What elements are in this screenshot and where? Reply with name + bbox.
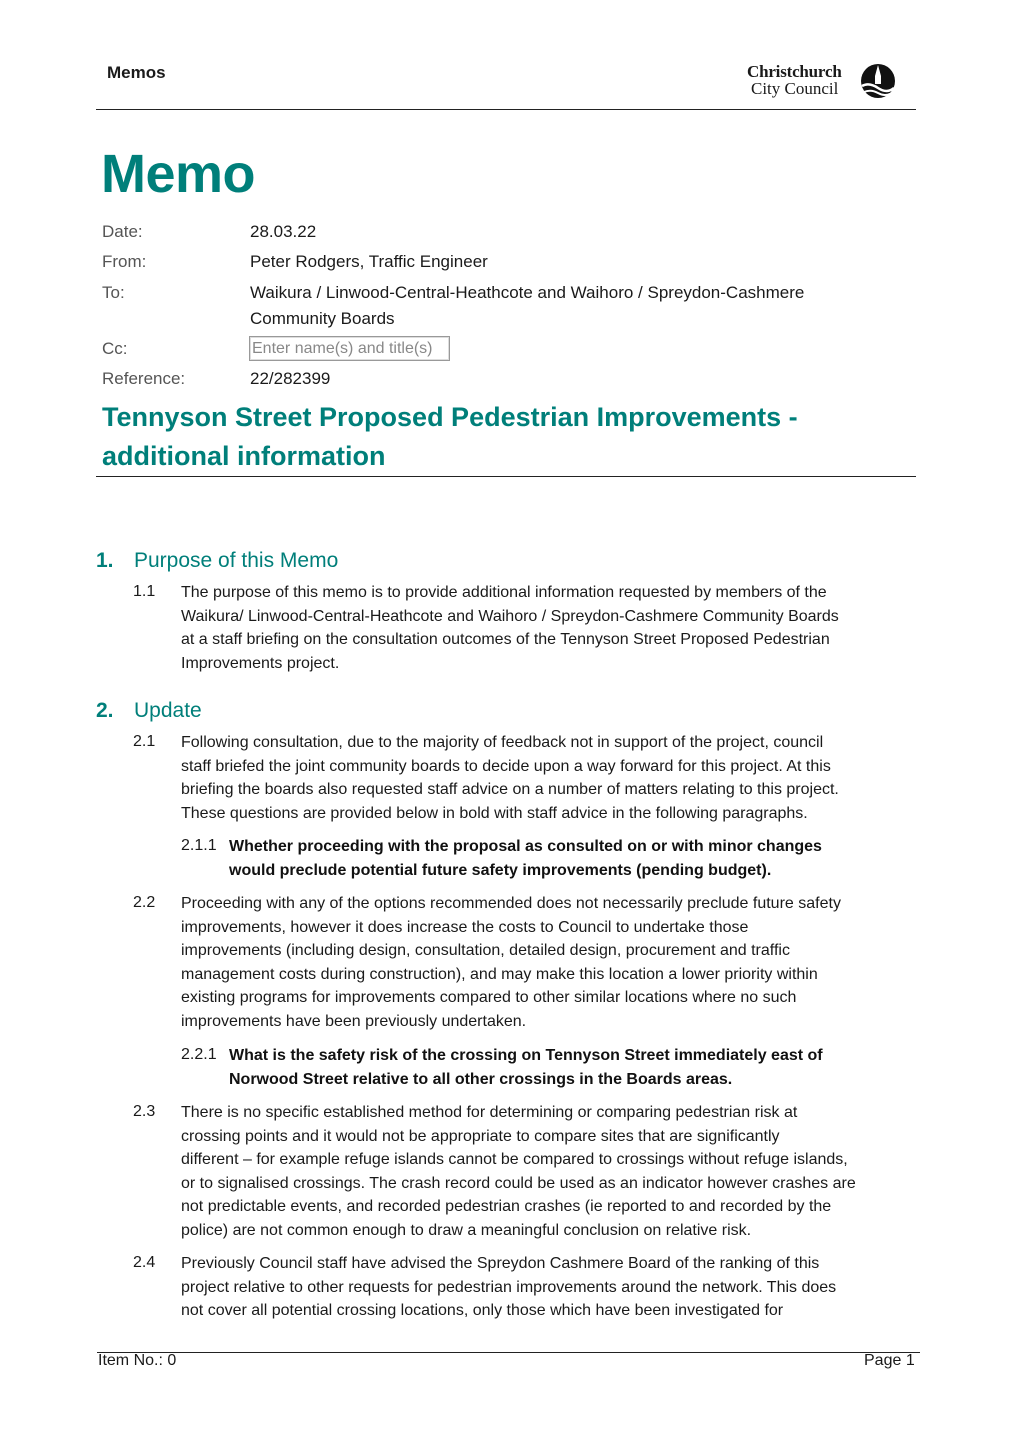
para-line: project relative to other requests for pedestrian improvements around the network. This does: [181, 1278, 837, 1296]
para-line: Proceeding with any of the options recommended does not necessarily preclude future safety: [181, 895, 841, 912]
from-label: From:: [102, 252, 147, 271]
para-line: staff briefed the joint community boards to decide upon a way forward for this project. At this: [181, 757, 831, 775]
document-title-line1: Tennyson Street Proposed Pedestrian Improvements -: [102, 402, 798, 432]
para-2-3: [181, 1101, 916, 1243]
para-line: There is no specific established method for determining or comparing pedestrian risk at: [181, 1104, 798, 1121]
reference-value: 22/282399: [250, 369, 331, 388]
question-2-1-1-number: 2.1.1: [181, 837, 217, 854]
para-line: or to signalised crossings. The crash record could be used as an indicator however crashes are: [181, 1174, 856, 1192]
footer-page-number: Page 1: [864, 1352, 915, 1369]
para-1-1-number: 1.1: [133, 583, 156, 600]
para-2-4-number: 2.4: [133, 1254, 156, 1271]
para-line: police) are not common enough to draw a meaningful conclusion on relative risk.: [181, 1221, 752, 1239]
para-line: These questions are provided below in bold with staff advice in the following paragraphs.: [181, 804, 808, 822]
para-line: Following consultation, due to the majority of feedback not in support of the project, council: [181, 734, 824, 751]
date-value: 28.03.22: [250, 222, 317, 241]
document-title: [102, 398, 902, 476]
para-2-1-number: 2.1: [133, 733, 156, 750]
question-2-2-1: [229, 1044, 889, 1091]
para-2-2: [181, 892, 916, 1034]
para-line: improvements (including design, consultation, detailed design, procurement and traffic: [181, 942, 790, 960]
para-2-1: [181, 731, 916, 825]
council-logo: [745, 62, 900, 102]
section-1-number: 1.: [96, 549, 114, 572]
question-line: Whether proceeding with the proposal as consulted on or with minor changes: [229, 838, 822, 855]
question-2-1-1: [229, 835, 889, 882]
para-line: different – for example refuge islands cannot be compared to crossings without refuge islands,: [181, 1151, 848, 1169]
para-2-2-number: 2.2: [133, 894, 156, 911]
para-line: not predictable events, and recorded pedestrian crashes (ie reported to and recorded by the: [181, 1198, 832, 1216]
memo-title: Memo: [101, 144, 256, 204]
cathedral-logo-icon: [859, 62, 897, 100]
to-value-line1: Waikura / Linwood-Central-Heathcote and Waihoro / Spreydon-Cashmere: [250, 283, 805, 302]
para-line: existing programs for improvements compared to other similar locations where no such: [181, 989, 797, 1007]
para-line: briefing the boards also requested staff advice on a number of matters relating to this project.: [181, 781, 839, 799]
cc-input[interactable]: [249, 336, 450, 361]
to-label: To:: [102, 283, 125, 302]
title-rule: [96, 476, 916, 477]
para-line: improvements, however it does increase the costs to Council to undertake those: [181, 918, 749, 936]
para-line: Previously Council staff have advised the Spreydon Cashmere Board of the ranking of this: [181, 1255, 820, 1272]
section-1-title: Purpose of this Memo: [134, 549, 339, 572]
para-1-1: [181, 581, 916, 675]
para-line: Improvements project.: [181, 654, 340, 672]
date-label: Date:: [102, 222, 143, 241]
para-line: improvements have been previously undertaken.: [181, 1012, 527, 1030]
question-line: would preclude potential future safety improvements (pending budget).: [229, 861, 772, 879]
para-line: not cover all potential crossing locations, only those which have been investigated for: [181, 1302, 784, 1320]
question-line: Norwood Street relative to all other crossings in the Boards areas.: [229, 1070, 733, 1088]
document-title-line2: additional information: [102, 441, 386, 471]
para-2-4: [181, 1252, 916, 1323]
section-2-number: 2.: [96, 699, 114, 722]
reference-label: Reference:: [102, 369, 186, 388]
section-2-title: Update: [134, 699, 202, 722]
cc-placeholder: Enter name(s) and title(s): [252, 340, 433, 357]
cc-label: Cc:: [102, 339, 128, 358]
para-2-3-number: 2.3: [133, 1103, 156, 1120]
para-line: Waikura/ Linwood-Central-Heathcote and Waihoro / Spreydon-Cashmere Community Boards: [181, 607, 839, 625]
footer-rule: [97, 1352, 920, 1353]
question-line: What is the safety risk of the crossing on Tennyson Street immediately east of: [229, 1047, 823, 1064]
header-rule: [96, 109, 916, 110]
logo-line2: City Council: [751, 79, 839, 98]
para-line: management costs during construction), and may make this location a lower priority within: [181, 965, 818, 983]
from-value: Peter Rodgers, Traffic Engineer: [250, 252, 488, 271]
question-2-2-1-number: 2.2.1: [181, 1046, 217, 1063]
to-value-line2: Community Boards: [250, 309, 395, 328]
para-line: The purpose of this memo is to provide additional information requested by members of the: [181, 584, 827, 601]
para-line: at a staff briefing on the consultation outcomes of the Tennyson Street Proposed Pedestrian: [181, 631, 830, 649]
para-line: crossing points and it would not be appropriate to compare sites that are significantly: [181, 1127, 780, 1145]
footer-item-number: Item No.: 0: [98, 1352, 177, 1369]
logo-line1: Christchurch: [747, 62, 842, 81]
header-label: Memos: [107, 63, 166, 82]
